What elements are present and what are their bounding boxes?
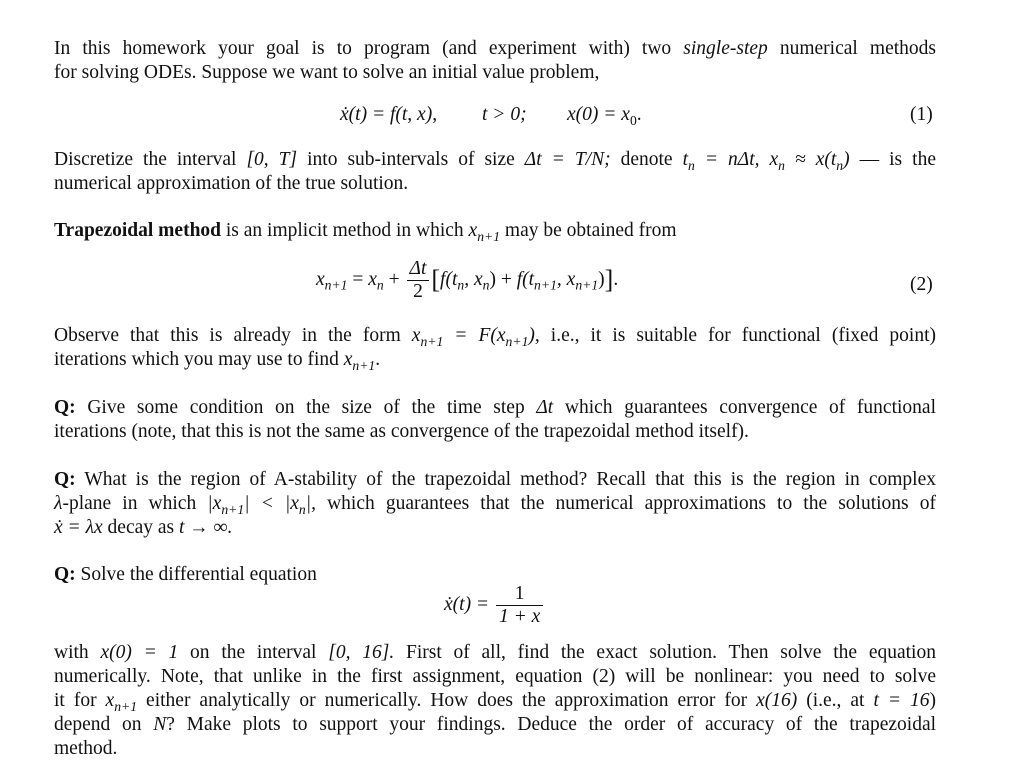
equation-1-initial-condition: $x(0) = x_0$. bbox=[567, 104, 642, 128]
question-2-label: Q: bbox=[54, 469, 76, 490]
question-3-line-5: depend on N? Make plots to support your findings. Deduce the order of accuracy of the trapezoidal bbox=[54, 714, 937, 735]
equation-1-number: (1) bbox=[910, 104, 933, 125]
question-2-line-2: λ-plane in which $|x_{n+1}| < |x_n|$, which guarantees that the numerical approximations to the solutions of bbox=[54, 493, 936, 517]
question-2-line-1: Q: What is the region of A-stability of the trapezoidal method? Recall that this is the region in complex bbox=[54, 469, 936, 490]
question-1-line-1: Q: Give some condition on the size of the time step Δt which guarantees convergence of functional bbox=[54, 397, 936, 418]
question-3-equation: ẋ(t) = $\frac{1}{1 + x}$ bbox=[444, 583, 545, 628]
question-2-line-3: ẋ = λx decay as t → ∞. bbox=[54, 517, 233, 538]
question-3-line-6: method. bbox=[54, 738, 118, 759]
trapezoidal-method-title: Trapezoidal method bbox=[54, 220, 222, 241]
emphasis-single-step: single-step bbox=[683, 38, 768, 59]
question-3-line-4: it for $x_{n+1}$ either analytically or numerically. How does the approximation error for x(16) (i.e., at t = 16) bbox=[54, 690, 937, 714]
discretize-line-1: Discretize the interval [0, T] into sub-intervals of size Δt = T/N; denote $t_n = n\Delta t$, $x_n \approx x(t_n)$ — is the bbox=[54, 149, 936, 173]
equation-2-number: (2) bbox=[910, 274, 933, 295]
equation-2: $x_{n+1} = x_n$ + $\frac{\Delta t}{2}$ [$f(t_n$, $x_n) + f(t_{n+1}$, $x_{n+1}$)]. bbox=[316, 258, 619, 302]
question-1-label: Q: bbox=[54, 397, 76, 418]
fraction-dt-over-2: $\frac{\Delta t}{2}$ bbox=[407, 258, 430, 303]
question-3-label: Q: bbox=[54, 564, 76, 585]
discretize-line-2: numerical approximation of the true solution. bbox=[54, 173, 409, 194]
intro-line-1: In this homework your goal is to program (and experiment with) two single-step numerical methods bbox=[54, 38, 936, 59]
equation-1-condition: t > 0; bbox=[482, 104, 527, 125]
trapezoidal-intro: Trapezoidal method is an implicit method in which $x_{n+1}$ may be obtained from bbox=[54, 220, 677, 244]
observe-line-2: iterations which you may use to find $x_{n+1}$. bbox=[54, 349, 381, 373]
observe-line-1: Observe that this is already in the form $x_{n+1} = F(x_{n+1})$, i.e., it is suitable for functional (fixed point) bbox=[54, 325, 937, 349]
fraction-1-over-1-plus-x: $\frac{1}{1 + x}$ bbox=[496, 583, 543, 628]
question-3-line-3: numerically. Note, that unlike in the first assignment, equation (2) will be nonlinear: you need to solve bbox=[54, 666, 936, 687]
question-3-line-1: Q: Solve the differential equation bbox=[54, 564, 317, 585]
intro-line-2: for solving ODEs. Suppose we want to solve an initial value problem, bbox=[54, 62, 600, 83]
equation-1: ẋ(t) = f(t, x), bbox=[340, 104, 438, 125]
question-3-line-2: with x(0) = 1 on the interval [0, 16]. First of all, find the exact solution. Then solve the equation bbox=[54, 642, 936, 663]
question-1-line-2: iterations (note, that this is not the same as convergence of the trapezoidal method itself). bbox=[54, 421, 749, 442]
